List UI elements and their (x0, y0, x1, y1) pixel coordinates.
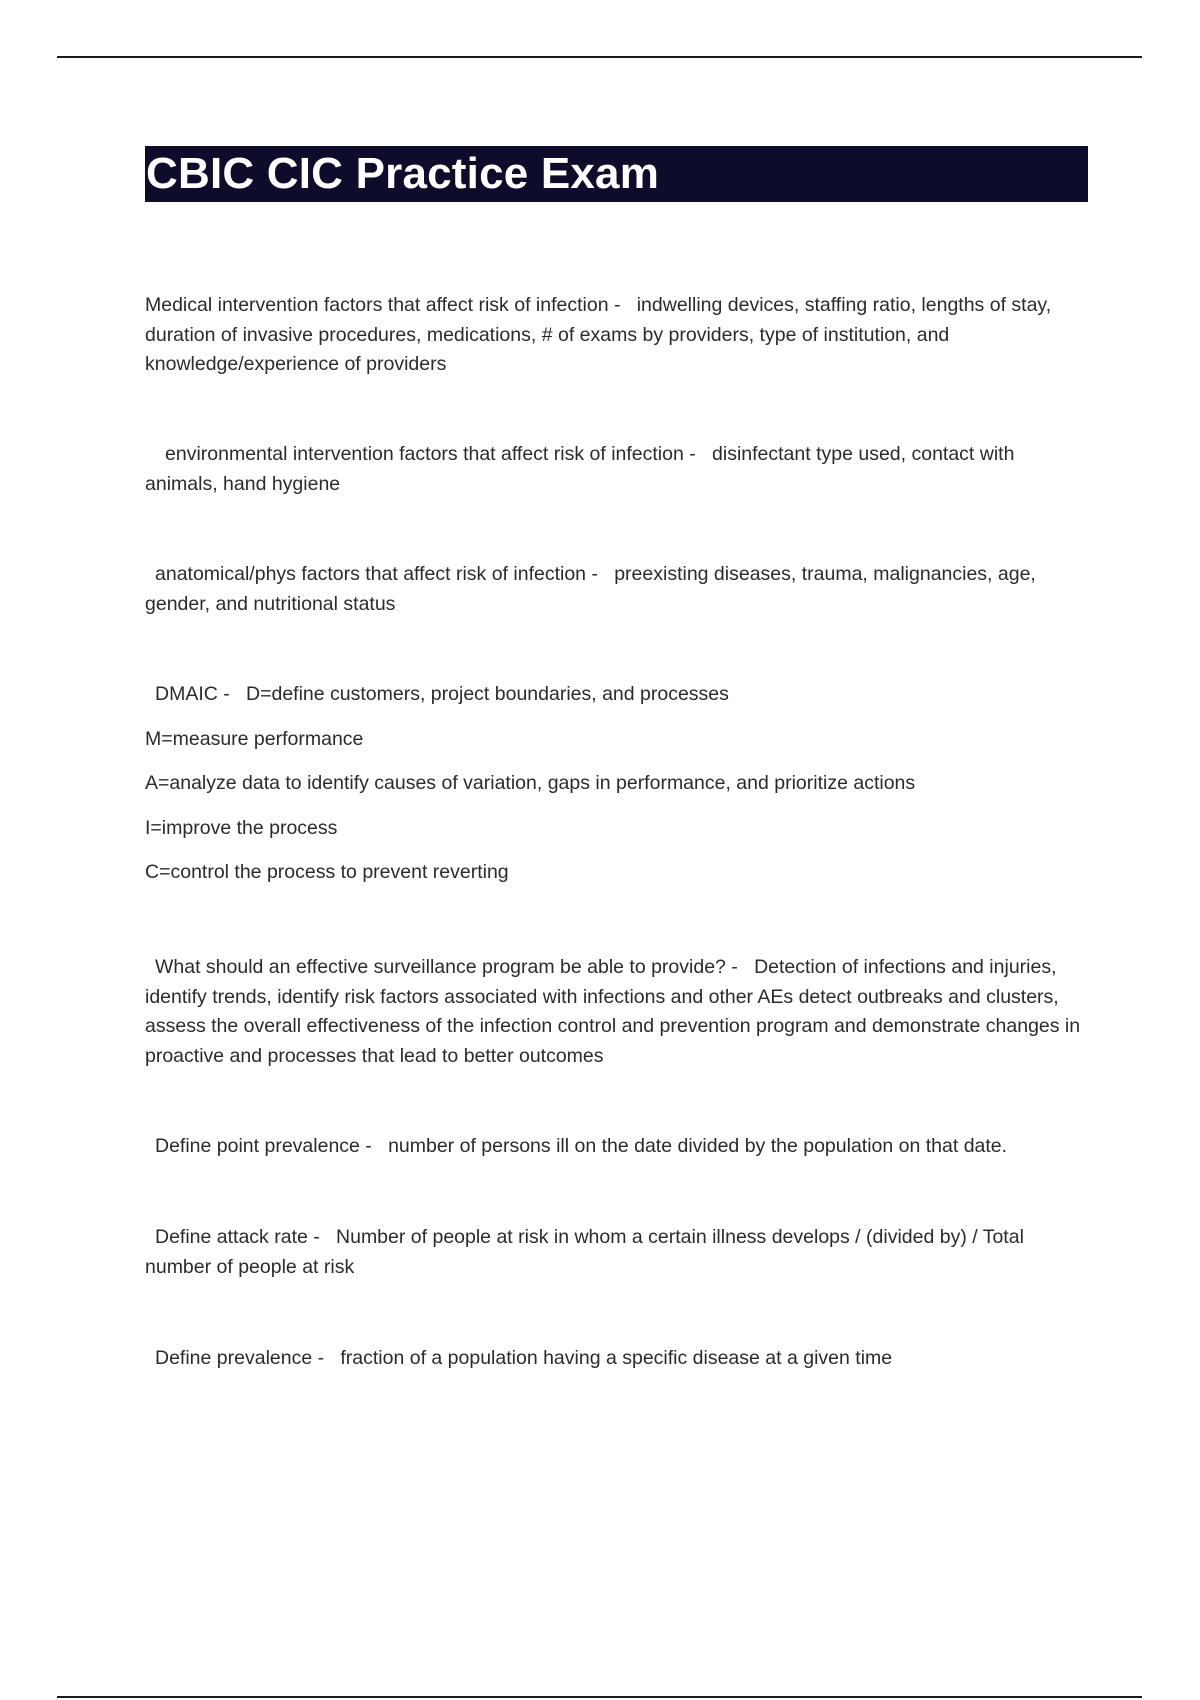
flashcard-entry (145, 1223, 1085, 1282)
entry-term: Define prevalence - (155, 1347, 325, 1369)
footer-rule (57, 1696, 1142, 1698)
dmaic-line: I=improve the process (145, 816, 338, 839)
document-title: CBIC CIC Practice Exam (145, 146, 1088, 202)
flashcard-entry-dmaic (145, 680, 1085, 903)
flashcard-entry (145, 1132, 1085, 1162)
entry-answer: disinfectant type used, contact with animals, hand hygiene (145, 443, 1015, 495)
dmaic-line: M=measure performance (145, 727, 364, 750)
entry-term: Define point prevalence - (155, 1135, 372, 1157)
flashcard-entry (145, 291, 1085, 380)
entry-term: anatomical/phys factors that affect risk of infection - (155, 563, 598, 585)
entry-term: environmental intervention factors that affect risk of infection - (165, 443, 696, 465)
flashcard-entry (145, 953, 1085, 1071)
entry-answer: D=define customers, project boundaries, and processes (246, 683, 729, 705)
entry-term: What should an effective surveillance program be able to provide? - (155, 956, 738, 978)
entry-term: Define attack rate - (155, 1226, 320, 1248)
dmaic-line: A=analyze data to identify causes of variation, gaps in performance, and prioritize actions (145, 772, 916, 794)
entry-term: Medical intervention factors that affect risk of infection - (145, 294, 621, 316)
flashcard-entry (145, 1344, 1085, 1374)
flashcard-entry (145, 560, 1085, 619)
entry-answer: preexisting diseases, trauma, malignancies, age, gender, and nutritional status (145, 563, 1036, 615)
dmaic-line: C=control the process to prevent reverting (145, 861, 509, 883)
entry-answer: Number of people at risk in whom a certain illness develops / (divided by) / Total number of people at risk (145, 1226, 1024, 1278)
entry-answer: Detection of infections and injuries, identify trends, identify risk factors associated with infections and other AEs detect outbreaks and clusters, assess the overall effectiveness of the infection control and prevention program and demonstrate changes in proactive and processes that lead to better outcomes (145, 956, 1081, 1067)
entry-answer: indwelling devices, staffing ratio, lengths of stay, duration of invasive procedures, medications, # of exams by providers, type of institution, and knowledge/experience of providers (145, 294, 1052, 375)
entry-term: DMAIC - (155, 683, 230, 705)
header-rule (57, 56, 1142, 58)
flashcard-entry (145, 440, 1085, 499)
entry-answer: number of persons ill on the date divided by the population on that date. (388, 1135, 1008, 1157)
entry-answer: fraction of a population having a specific disease at a given time (340, 1347, 893, 1369)
